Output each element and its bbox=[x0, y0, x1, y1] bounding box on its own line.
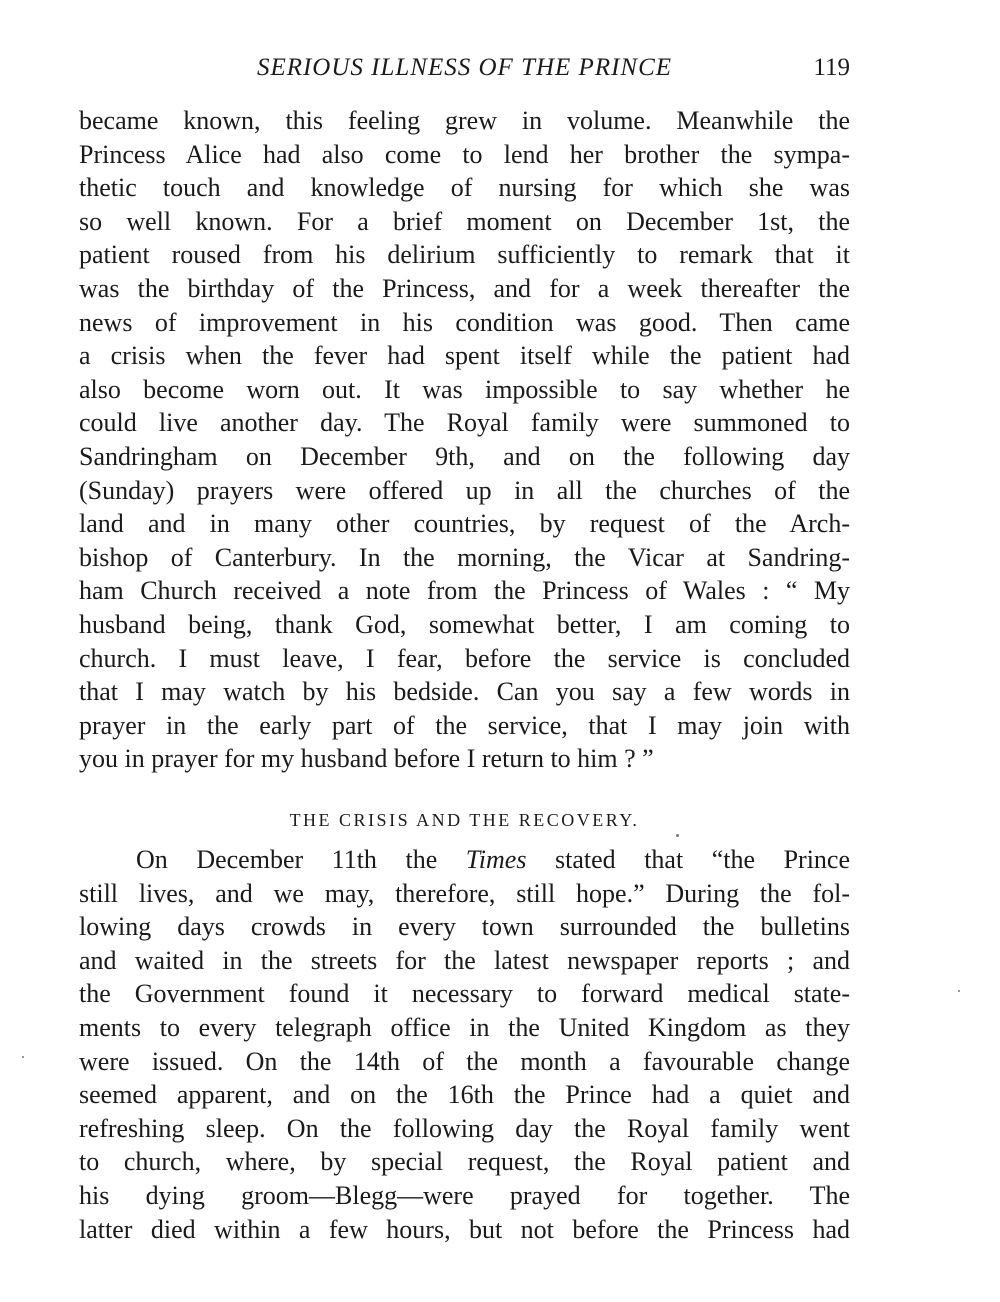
page-number: 119 bbox=[813, 54, 850, 81]
text-line-first bbox=[79, 843, 850, 877]
text-line: became known, this feeling grew in volume. Meanwhile the bbox=[79, 106, 850, 135]
text-line: husband being, thank God, somewhat better, I am coming to bbox=[79, 609, 850, 639]
text-line: patient roused from his delirium sufficiently to remark that it bbox=[79, 240, 850, 270]
text-line: could live another day. The Royal family were summoned to bbox=[79, 408, 850, 438]
text-line: prayer in the early part of the service, that I may join with bbox=[79, 710, 850, 740]
text-line: the Government found it necessary to forward medical state- bbox=[79, 979, 850, 1009]
section-heading: THE CRISIS AND THE RECOVERY. bbox=[289, 810, 640, 830]
text-line: (Sunday) prayers were offered up in all the churches of the bbox=[79, 475, 850, 505]
text-line: church. I must leave, I fear, before the service is concluded bbox=[79, 643, 850, 673]
text-line: that I may watch by his bedside. Can you say a few words in bbox=[79, 677, 850, 707]
text-line: land and in many other countries, by request of the Arch- bbox=[79, 509, 850, 539]
text-line: Princess Alice had also come to lend her brother the sympa- bbox=[79, 139, 850, 169]
running-title: SERIOUS ILLNESS OF THE PRINCE bbox=[256, 54, 673, 81]
text-line: also become worn out. It was impossible to say whether he bbox=[79, 374, 850, 404]
text-line: you in prayer for my husband before I return to him ? ” bbox=[79, 744, 654, 774]
text-line: a crisis when the fever had spent itself while the patient had bbox=[79, 341, 850, 371]
text-line: so well known. For a brief moment on December 1st, the bbox=[79, 206, 850, 236]
text-line: bishop of Canterbury. In the morning, the Vicar at Sandring- bbox=[79, 542, 850, 572]
text-line: Sandringham on December 9th, and on the following day bbox=[79, 441, 850, 471]
text-line: refreshing sleep. On the following day the Royal family went bbox=[79, 1113, 850, 1143]
newspaper-title: Times bbox=[465, 845, 527, 874]
text-run: On December 11th the bbox=[136, 845, 466, 874]
text-line: was the birthday of the Princess, and for a week thereafter the bbox=[79, 273, 850, 303]
ink-speck bbox=[676, 834, 679, 837]
text-line: ham Church received a note from the Princess of Wales : “ My bbox=[79, 576, 850, 606]
text-line: to church, where, by special request, the Royal patient and bbox=[79, 1147, 850, 1177]
text-line: news of improvement in his condition was good. Then came bbox=[79, 307, 850, 337]
running-head bbox=[79, 50, 850, 86]
text-line: his dying groom—Blegg—were prayed for together. The bbox=[79, 1180, 850, 1210]
ink-speck bbox=[22, 1056, 24, 1058]
text-line: and waited in the streets for the latest newspaper reports ; and bbox=[79, 945, 850, 975]
text-line: latter died within a few hours, but not before the Princess had bbox=[79, 1214, 850, 1244]
paragraph-1 bbox=[79, 104, 850, 776]
text-line: still lives, and we may, therefore, still hope.” During the fol- bbox=[79, 878, 850, 908]
text-line: thetic touch and knowledge of nursing for which she was bbox=[79, 173, 850, 203]
text-line: lowing days crowds in every town surrounded the bulletins bbox=[79, 912, 850, 942]
text-run: stated that “the Prince bbox=[526, 845, 850, 874]
text-line: ments to every telegraph office in the United Kingdom as they bbox=[79, 1012, 850, 1042]
text-line: seemed apparent, and on the 16th the Prince had a quiet and bbox=[79, 1080, 850, 1110]
text-line: were issued. On the 14th of the month a favourable change bbox=[79, 1046, 850, 1076]
paragraph-2 bbox=[79, 843, 850, 1246]
ink-speck bbox=[958, 990, 960, 992]
